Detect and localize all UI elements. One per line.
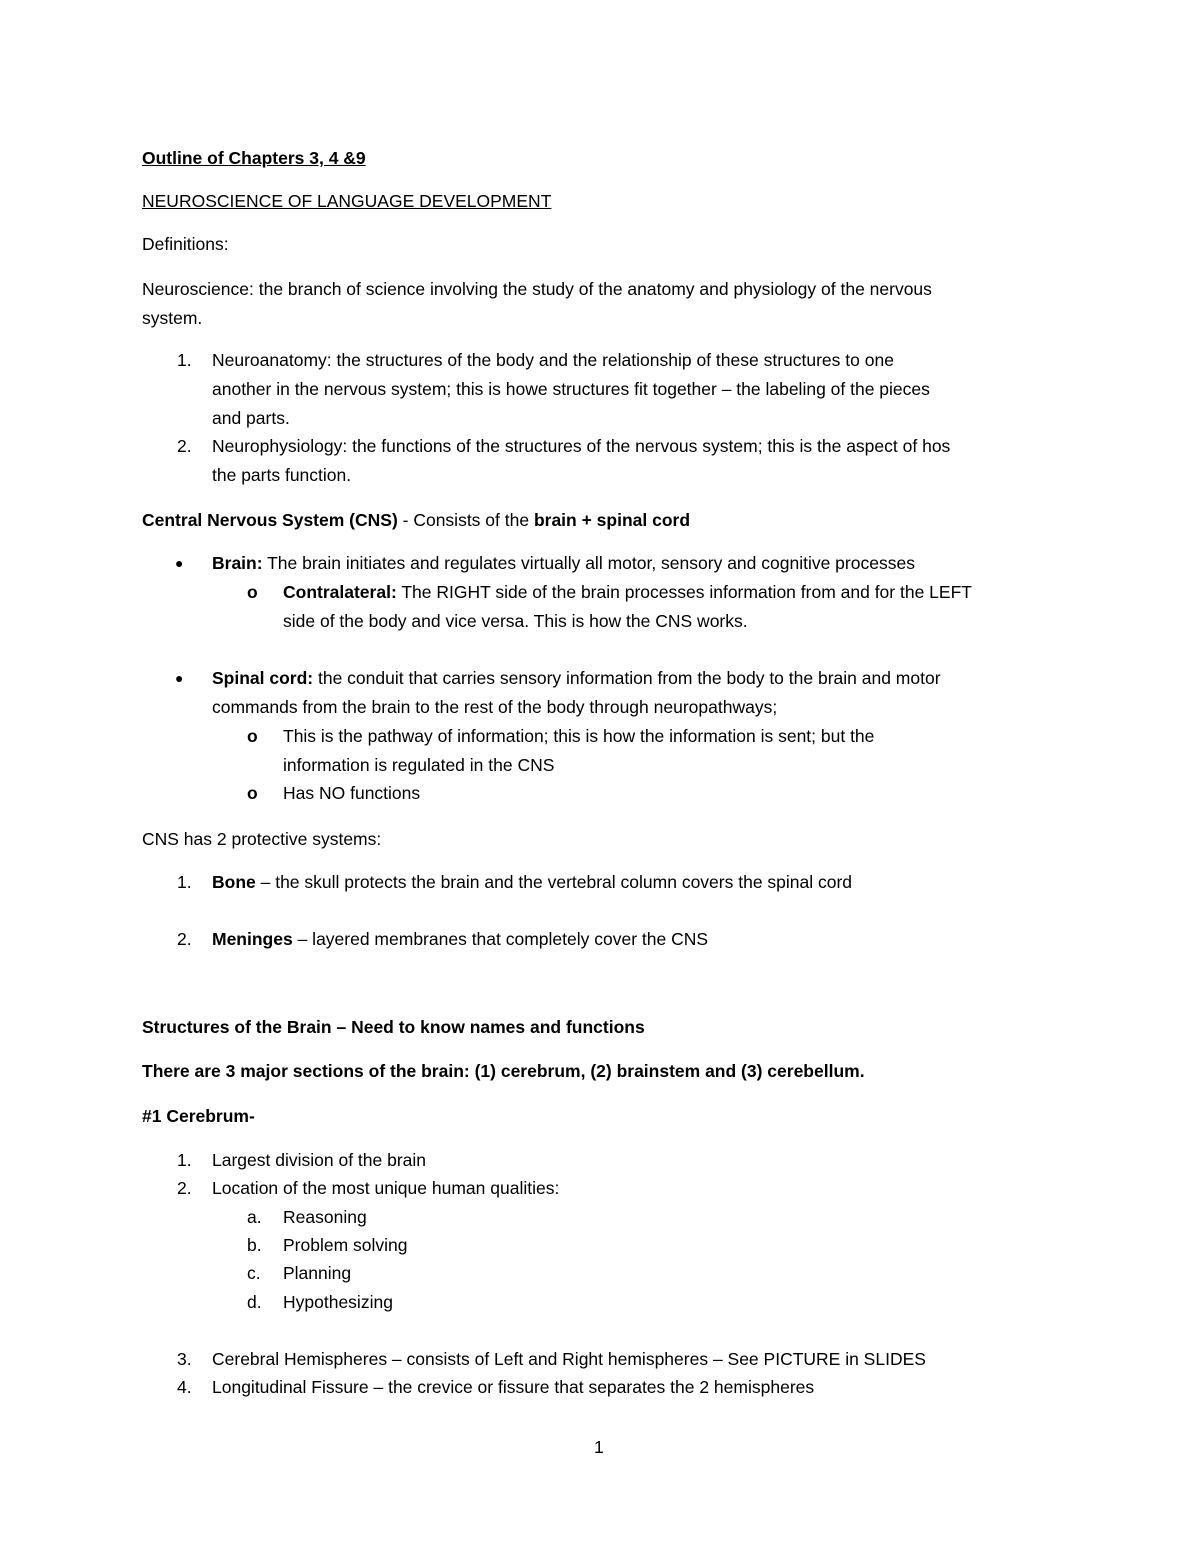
- contralateral-label: Contralateral:: [283, 582, 397, 602]
- meninges-label: Meninges: [212, 929, 293, 949]
- list-number: 2.: [177, 436, 192, 456]
- list-letter: d.: [247, 1292, 262, 1312]
- list-number: 4.: [177, 1377, 192, 1397]
- document-title: Outline of Chapters 3, 4 &9: [142, 148, 366, 168]
- pathway-line1: This is the pathway of information; this is how the information is sent; but the: [283, 726, 875, 746]
- cerebrum-item: Largest division of the brain: [212, 1150, 427, 1170]
- neuroscience-definition-line1: Neuroscience: the branch of science involving the study of the anatomy and physiology of the nervous: [142, 279, 932, 299]
- cns-heading-mid: - Consists of the: [397, 510, 534, 530]
- spinal-cord-line2: commands from the brain to the rest of the body through neuropathways;: [212, 697, 778, 717]
- document-subtitle: NEUROSCIENCE OF LANGUAGE DEVELOPMENT: [142, 191, 552, 211]
- neuroanatomy-line3: and parts.: [212, 408, 290, 428]
- brain-text: The brain initiates and regulates virtually all motor, sensory and cognitive processes: [262, 553, 915, 573]
- quality-item: Hypothesizing: [283, 1292, 393, 1312]
- contralateral-line1: [283, 581, 972, 603]
- brain-item: [212, 552, 915, 574]
- bullet-icon: ●: [175, 555, 184, 571]
- quality-item: Planning: [283, 1263, 352, 1283]
- contralateral-line2: side of the body and vice versa. This is how the CNS works.: [283, 611, 748, 631]
- neurophysiology-line1: Neurophysiology: the functions of the structures of the nervous system; this is the aspect of hos: [212, 436, 951, 456]
- meninges-text: – layered membranes that completely cover the CNS: [292, 929, 709, 949]
- pathway-line2: information is regulated in the CNS: [283, 755, 555, 775]
- protective-heading: CNS has 2 protective systems:: [142, 829, 382, 849]
- list-number: 2.: [177, 929, 192, 949]
- sub-bullet-icon: o: [247, 783, 258, 803]
- bullet-icon: ●: [175, 670, 184, 686]
- sub-bullet-icon: o: [247, 582, 258, 602]
- structures-heading: Structures of the Brain – Need to know names and functions: [142, 1017, 645, 1037]
- no-functions-line: Has NO functions: [283, 783, 421, 803]
- cns-heading-bold2: brain + spinal cord: [533, 510, 691, 530]
- list-number: 1.: [177, 350, 192, 370]
- brain-label: Brain:: [212, 553, 263, 573]
- cerebrum-item: Longitudinal Fissure – the crevice or fissure that separates the 2 hemispheres: [212, 1377, 815, 1397]
- list-number: 1.: [177, 1150, 192, 1170]
- cns-heading: [142, 509, 690, 531]
- cerebrum-item: Cerebral Hemispheres – consists of Left and Right hemispheres – See PICTURE in SLIDES: [212, 1349, 926, 1369]
- list-letter: c.: [247, 1263, 261, 1283]
- list-letter: b.: [247, 1235, 262, 1255]
- definitions-heading: Definitions:: [142, 234, 229, 254]
- list-number: 1.: [177, 872, 192, 892]
- neuroanatomy-line2: another in the nervous system; this is howe structures fit together – the labeling of the pieces: [212, 379, 930, 399]
- quality-item: Reasoning: [283, 1207, 367, 1227]
- meninges-item: [212, 928, 708, 950]
- list-number: 2.: [177, 1178, 192, 1198]
- cerebrum-item: Location of the most unique human qualities:: [212, 1178, 560, 1198]
- spinal-cord-line1: [212, 667, 941, 689]
- neuroanatomy-line1: Neuroanatomy: the structures of the body and the relationship of these structures to one: [212, 350, 894, 370]
- quality-item: Problem solving: [283, 1235, 408, 1255]
- neurophysiology-line2: the parts function.: [212, 465, 352, 485]
- sections-line: There are 3 major sections of the brain: (1) cerebrum, (2) brainstem and (3) cerebellum.: [142, 1061, 865, 1081]
- spinal-cord-label: Spinal cord:: [212, 668, 314, 688]
- page-number: 1: [594, 1437, 604, 1457]
- cerebrum-heading: #1 Cerebrum-: [142, 1106, 255, 1126]
- sub-bullet-icon: o: [247, 726, 258, 746]
- list-letter: a.: [247, 1207, 262, 1227]
- list-number: 3.: [177, 1349, 192, 1369]
- spinal-cord-text: the conduit that carries sensory information from the body to the brain and motor: [313, 668, 941, 688]
- bone-label: Bone: [212, 872, 256, 892]
- bone-item: [212, 871, 852, 893]
- bone-text: – the skull protects the brain and the vertebral column covers the spinal cord: [255, 872, 853, 892]
- cns-heading-bold: Central Nervous System (CNS): [142, 510, 398, 530]
- contralateral-text: The RIGHT side of the brain processes information from and for the LEFT: [396, 582, 972, 602]
- neuroscience-definition-line2: system.: [142, 308, 203, 328]
